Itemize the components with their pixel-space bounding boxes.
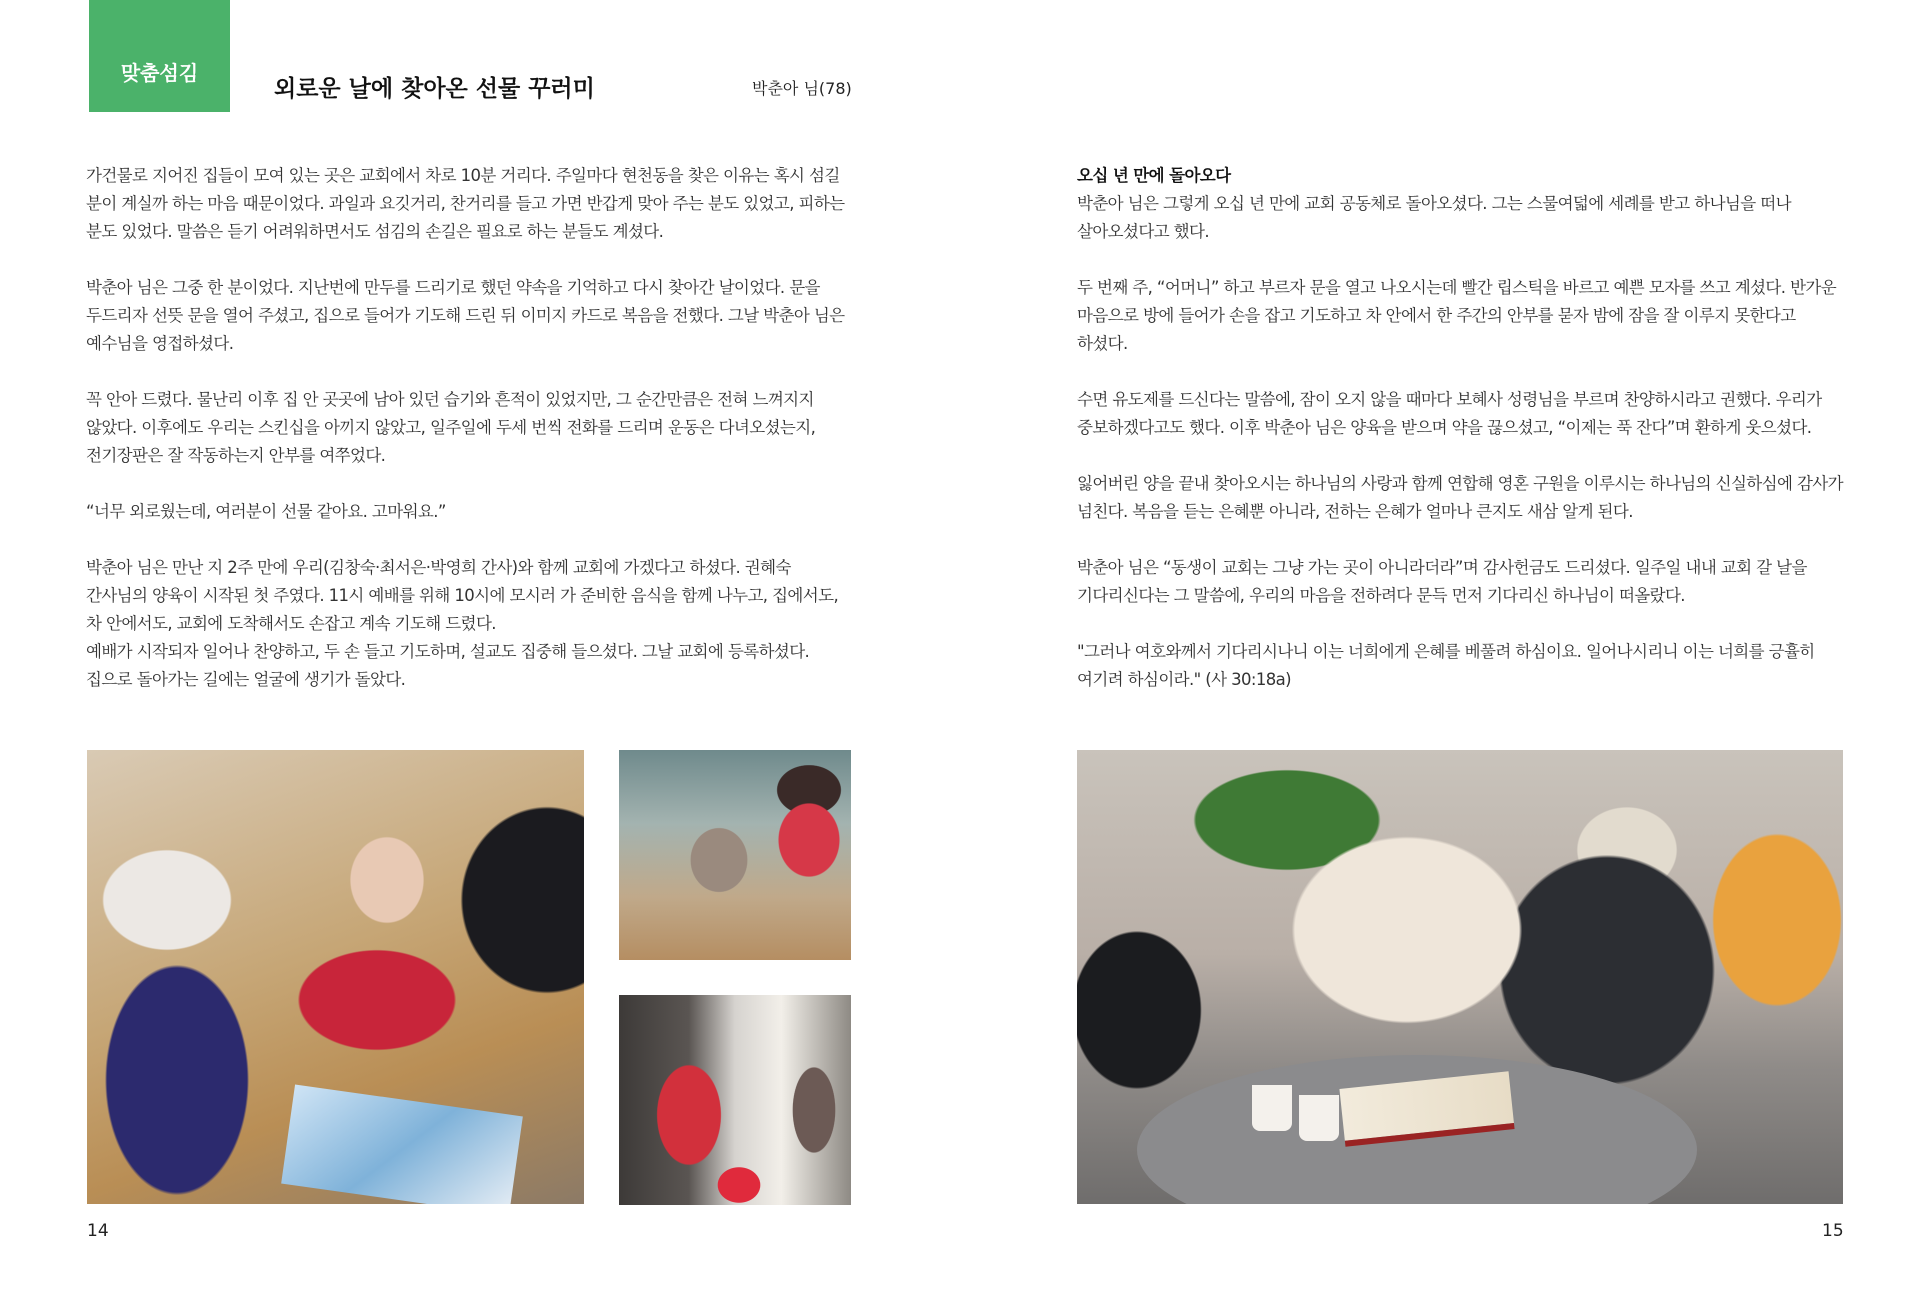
page-number-right: 15 (1822, 1221, 1844, 1241)
byline: 박춘아 님(78) (752, 79, 852, 98)
article-title: 외로운 날에 찾아온 선물 꾸러미 (274, 76, 595, 102)
left-column (86, 162, 852, 722)
bible-verse: "그러나 여호와께서 기다리시나니 이는 너희에게 은혜를 베풀려 하심이요. 일어나시리니 이는 너희를 긍휼히 여기려 하심이라." (사 30:18a) (1077, 642, 1815, 689)
quote: “너무 외로웠는데, 여러분이 선물 같아요. 고마워요.” (86, 502, 446, 521)
right-column (1077, 162, 1843, 722)
paragraph: 박춘아 님은 그중 한 분이었다. 지난번에 만두를 드리기로 했던 약속을 기억하고 다시 찾아간 날이었다. 문을 두드리자 선뜻 문을 열어 주셨고, 집으로 들어가 기도해 드린 뒤 이미지 카드로 복음을 전했다. 그날 박춘아 님은 예수님을 영접하셨다. (86, 278, 845, 353)
paragraph: 잃어버린 양을 끝내 찾아오시는 하나님의 사랑과 함께 연합해 영혼 구원을 이루시는 하나님의 신실하심에 감사가 넘친다. 복음을 듣는 은혜뿐 아니라, 전하는 은혜가 얼마나 큰지도 새삼 알게 된다. (1077, 474, 1843, 521)
booklet-shape (281, 1084, 523, 1204)
paragraph: 두 번째 주, “어머니” 하고 부르자 문을 열고 나오시는데 빨간 립스틱을 바르고 예쁜 모자를 쓰고 계셨다. 반가운 마음으로 방에 들어가 손을 잡고 기도하고 차 안에서 한 주간의 안부를 묻자 밤에 잠을 잘 이루지 못한다고 하셨다. (1077, 278, 1837, 353)
photo-cafe-prayer (1077, 750, 1843, 1204)
paragraph: 박춘아 님은 만난 지 2주 만에 우리(김창숙·최서은·박영희 간사)와 함께 교회에 가겠다고 하셨다. 권혜숙 간사님의 양육이 시작된 첫 주였다. 11시 예배를 위해 10시에 모시러 가 준비한 음식을 함께 나누고, 집에서도, 차 안에서도, 교회에 도착해서도 손잡고 계속 기도해 드렸다. (86, 558, 839, 633)
section-tag: 맞춤섬김 (89, 0, 230, 112)
paragraph: 예배가 시작되자 일어나 찬양하고, 두 손 들고 기도하며, 설교도 집중해 들으셨다. 그날 교회에 등록하셨다. 집으로 돌아가는 길에는 얼굴에 생기가 돌았다. (86, 642, 810, 689)
paragraph: 박춘아 님은 그렇게 오십 년 만에 교회 공동체로 돌아오셨다. 그는 스물여덟에 세례를 받고 하나님을 떠나 살아오셨다고 했다. (1077, 194, 1791, 241)
paragraph: 꼭 안아 드렸다. 물난리 이후 집 안 곳곳에 남아 있던 습기와 흔적이 있었지만, 그 순간만큼은 전혀 느껴지지 않았다. 이후에도 우리는 스킨십을 아끼지 않았고, 일주일에 두세 번씩 전화를 드리며 운동은 다녀오셨는지, 전기장판은 잘 작동하는지 안부를 여쭈었다. (86, 390, 816, 465)
paragraph: 수면 유도제를 드신다는 말씀에, 잠이 오지 않을 때마다 보혜사 성령님을 부르며 찬양하시라고 권했다. 우리가 중보하겠다고도 했다. 이후 박춘아 님은 양육을 받으며 약을 끊으셨고, “이제는 푹 잔다”며 환하게 웃으셨다. (1077, 390, 1822, 437)
page-number-left: 14 (87, 1221, 109, 1241)
cup-shape (1252, 1085, 1292, 1131)
section-subtitle: 오십 년 만에 돌아오다 (1077, 166, 1231, 185)
paragraph: 박춘아 님은 “동생이 교회는 그냥 가는 곳이 아니라더라”며 감사헌금도 드리셨다. 일주일 내내 교회 갈 날을 기다리신다는 그 말씀에, 우리의 마음을 전하려다 문득 먼저 기다리신 하나님이 떠올랐다. (1077, 558, 1807, 605)
paragraph: 가건물로 지어진 집들이 모여 있는 곳은 교회에서 차로 10분 거리다. 주일마다 현천동을 찾은 이유는 혹시 섬길 분이 계실까 하는 마음 때문이었다. 과일과 요깃거리, 찬거리를 들고 가면 반갑게 맞아 주는 분도 있었고, 피하는 분도 있었다. 말씀은 듣기 어려워하면서도 섬김의 손길은 필요로 하는 분들도 계셨다. (86, 166, 845, 241)
photo-bible-study (619, 750, 851, 960)
photo-visit-doorway (619, 995, 851, 1205)
photo-praying-with-card (87, 750, 584, 1204)
cup-shape (1299, 1095, 1339, 1141)
